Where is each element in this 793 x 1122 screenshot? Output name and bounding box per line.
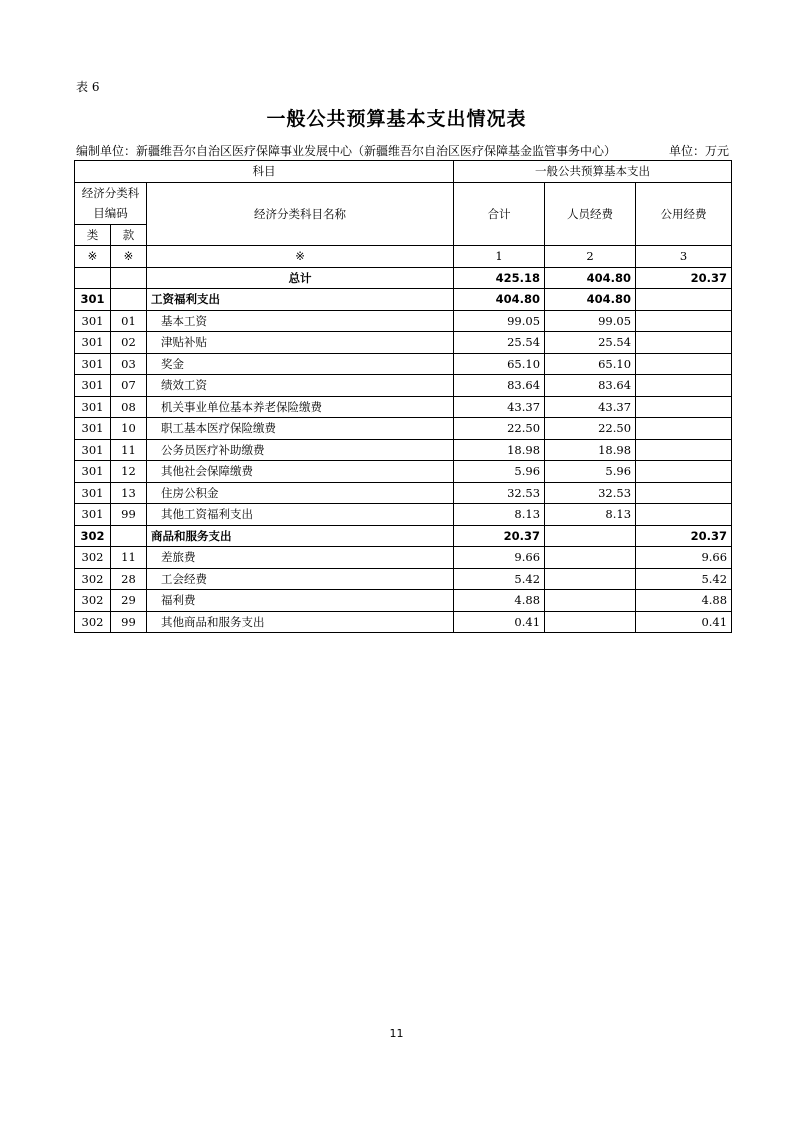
class-code-cell: 301 [75,289,111,311]
public-cell [636,310,732,332]
personnel-cell: 83.64 [545,375,636,397]
table-row [75,504,732,526]
item-code-cell: 10 [111,418,147,440]
subject-name-cell: 基本工资 [147,310,454,332]
total-cell: 404.80 [454,289,545,311]
subject-name-cell: 绩效工资 [147,375,454,397]
item-code-cell: 12 [111,461,147,483]
class-code-cell: 301 [75,482,111,504]
item-code-cell [111,289,147,311]
header-row-1 [75,161,732,183]
total-cell: 65.10 [454,353,545,375]
total-cell: 25.54 [454,332,545,354]
public-cell [636,353,732,375]
header-name-col: 经济分类科目名称 [147,182,454,246]
subject-name-cell: 其他社会保障缴费 [147,461,454,483]
subject-name-cell: 工会经费 [147,568,454,590]
item-code-cell: 03 [111,353,147,375]
item-code-cell: 07 [111,375,147,397]
subject-name-cell: 职工基本医疗保险缴费 [147,418,454,440]
table-row [75,525,732,547]
item-code-cell: 02 [111,332,147,354]
total-cell: 5.96 [454,461,545,483]
personnel-cell: 99.05 [545,310,636,332]
personnel-cell: 25.54 [545,332,636,354]
item-code-cell [111,525,147,547]
item-code-cell: 01 [111,310,147,332]
public-cell [636,439,732,461]
subject-name-cell: 工资福利支出 [147,289,454,311]
subject-name-cell: 商品和服务支出 [147,525,454,547]
table-row [75,547,732,569]
total-cell: 83.64 [454,375,545,397]
class-code-cell [75,267,111,289]
class-code-cell: 302 [75,547,111,569]
table-row [75,461,732,483]
header-subject: 科目 [75,161,454,183]
header-code-group: 经济分类科目编码 [75,182,147,224]
table-row [75,353,732,375]
personnel-cell: 65.10 [545,353,636,375]
subject-name-cell: 住房公积金 [147,482,454,504]
public-cell [636,375,732,397]
subject-name-cell: 公务员医疗补助缴费 [147,439,454,461]
subject-name-cell: 机关事业单位基本养老保险缴费 [147,396,454,418]
header-mark: ※ [147,246,454,268]
subject-name-cell: 奖金 [147,353,454,375]
total-cell: 43.37 [454,396,545,418]
personnel-cell [545,547,636,569]
class-code-cell: 302 [75,590,111,612]
total-cell: 18.98 [454,439,545,461]
total-cell: 99.05 [454,310,545,332]
public-cell [636,418,732,440]
total-cell: 20.37 [454,525,545,547]
item-code-cell: 99 [111,611,147,633]
class-code-cell: 302 [75,525,111,547]
total-cell: 8.13 [454,504,545,526]
class-code-cell: 301 [75,439,111,461]
public-cell [636,482,732,504]
class-code-cell: 301 [75,332,111,354]
table-row [75,375,732,397]
personnel-cell [545,590,636,612]
item-code-cell: 08 [111,396,147,418]
table-row [75,332,732,354]
header-personnel-col: 人员经费 [545,182,636,246]
header-row-2 [75,182,732,224]
public-cell: 5.42 [636,568,732,590]
total-cell: 22.50 [454,418,545,440]
header-index-2: 2 [545,246,636,268]
header-budget-group: 一般公共预算基本支出 [454,161,732,183]
public-cell: 20.37 [636,525,732,547]
personnel-cell: 5.96 [545,461,636,483]
header-mark: ※ [111,246,147,268]
personnel-cell [545,611,636,633]
public-cell [636,504,732,526]
item-code-cell: 29 [111,590,147,612]
subject-name-cell: 津贴补贴 [147,332,454,354]
subject-name-cell: 其他商品和服务支出 [147,611,454,633]
subject-name-cell: 其他工资福利支出 [147,504,454,526]
personnel-cell: 32.53 [545,482,636,504]
page-number: 11 [389,1027,404,1040]
public-cell [636,332,732,354]
table-row [75,482,732,504]
table-label: 表 6 [76,80,100,94]
class-code-cell: 301 [75,353,111,375]
personnel-cell: 18.98 [545,439,636,461]
public-cell [636,396,732,418]
public-cell: 9.66 [636,547,732,569]
class-code-cell: 301 [75,375,111,397]
header-total-col: 合计 [454,182,545,246]
personnel-cell [545,568,636,590]
class-code-cell: 301 [75,461,111,483]
total-cell: 4.88 [454,590,545,612]
item-code-cell: 11 [111,439,147,461]
subject-name-cell: 差旅费 [147,547,454,569]
personnel-cell: 43.37 [545,396,636,418]
table-row [75,568,732,590]
total-cell: 425.18 [454,267,545,289]
public-cell: 4.88 [636,590,732,612]
item-code-cell [111,267,147,289]
subject-name-cell: 总计 [147,267,454,289]
item-code-cell: 13 [111,482,147,504]
header-index-3: 3 [636,246,732,268]
personnel-cell: 404.80 [545,267,636,289]
class-code-cell: 301 [75,396,111,418]
total-cell: 9.66 [454,547,545,569]
class-code-cell: 301 [75,418,111,440]
table-row [75,267,732,289]
table-row [75,310,732,332]
item-code-cell: 28 [111,568,147,590]
class-code-cell: 302 [75,568,111,590]
personnel-cell: 8.13 [545,504,636,526]
total-cell: 32.53 [454,482,545,504]
header-public-col: 公用经费 [636,182,732,246]
public-cell [636,461,732,483]
public-cell [636,289,732,311]
table-row [75,590,732,612]
table-row [75,439,732,461]
compiling-unit: 编制单位：新疆维吾尔自治区医疗保障事业发展中心（新疆维吾尔自治区医疗保障基金监管事务中心） [76,144,617,158]
header-mark: ※ [75,246,111,268]
table-row [75,396,732,418]
page-title: 一般公共预算基本支出情况表 [266,108,527,130]
table-row [75,418,732,440]
personnel-cell [545,525,636,547]
public-cell: 20.37 [636,267,732,289]
table-row [75,289,732,311]
header-class-col: 类 [75,224,111,246]
public-cell: 0.41 [636,611,732,633]
item-code-cell: 99 [111,504,147,526]
total-cell: 5.42 [454,568,545,590]
class-code-cell: 301 [75,310,111,332]
subject-name-cell: 福利费 [147,590,454,612]
personnel-cell: 22.50 [545,418,636,440]
item-code-cell: 11 [111,547,147,569]
class-code-cell: 302 [75,611,111,633]
class-code-cell: 301 [75,504,111,526]
header-row-4 [75,246,732,268]
money-unit: 单位：万元 [668,144,729,158]
table-row [75,611,732,633]
header-index-1: 1 [454,246,545,268]
header-item-col: 款 [111,224,147,246]
total-cell: 0.41 [454,611,545,633]
personnel-cell: 404.80 [545,289,636,311]
budget-table [74,160,732,633]
